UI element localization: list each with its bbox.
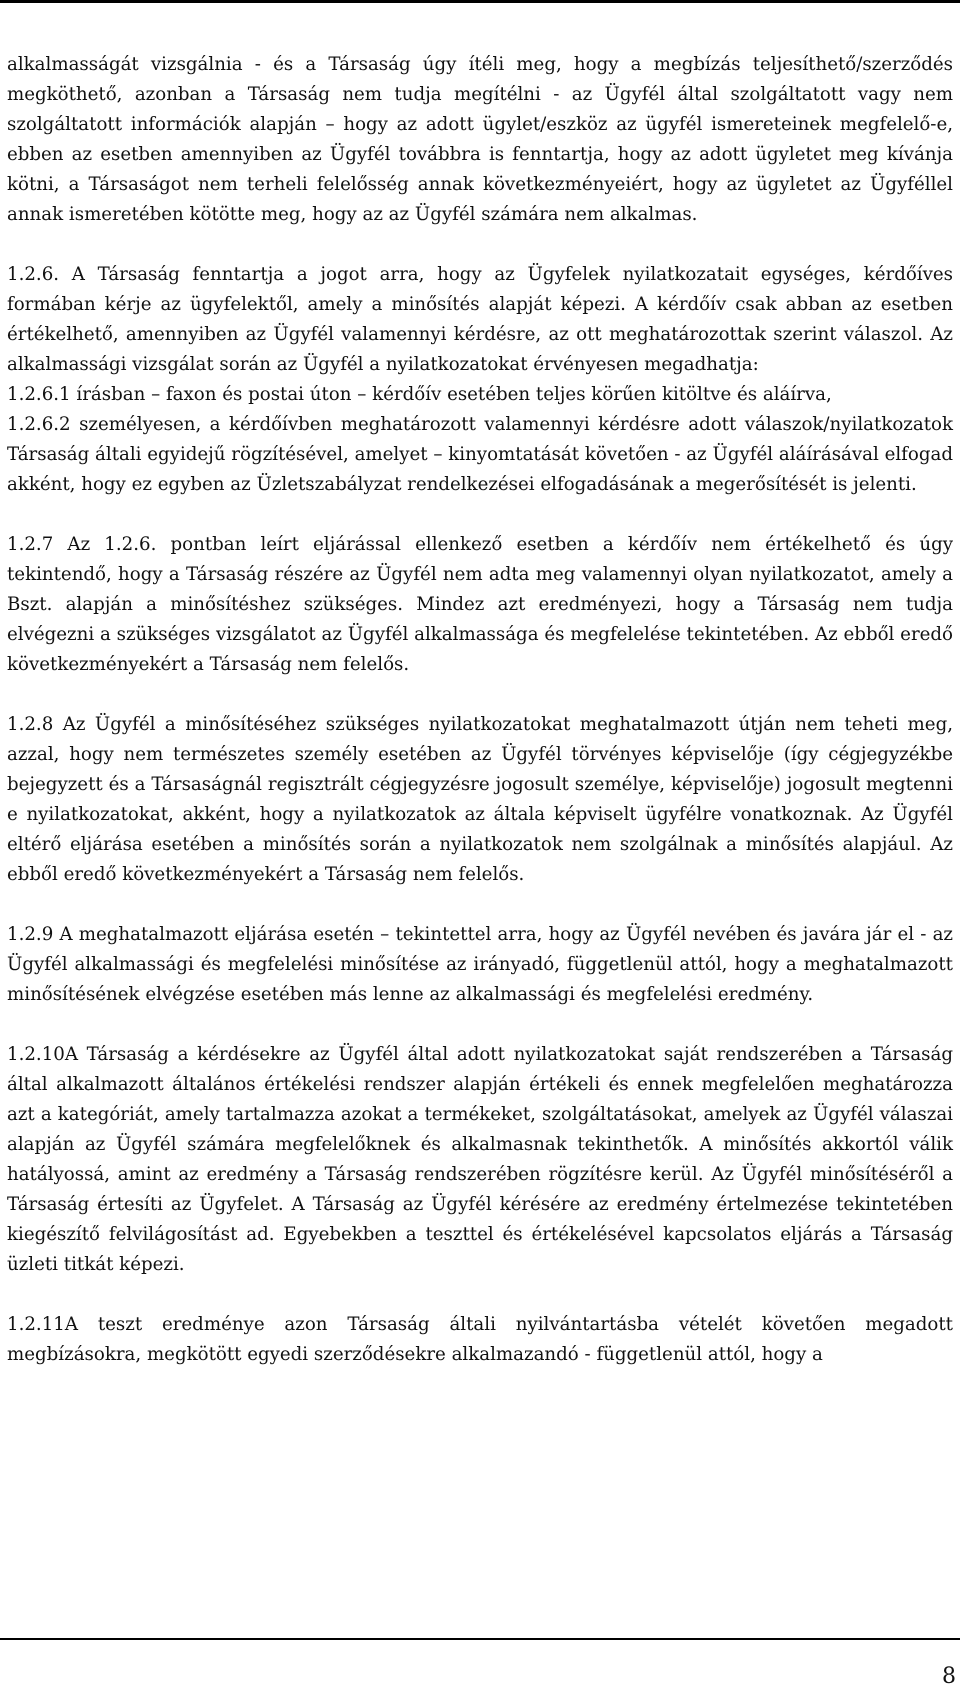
paragraph-1-2-10: 1.2.10A Társaság a kérdésekre az Ügyfél által adott nyilatkozatokat saját rendszerében a Társaság által alkalmazott általános értékelési rendszer alapján értékeli és ennek megfelelően meghatározza azt a kategóriát, amely tartalmazza azokat a termékeket, szolgáltatásokat, amelyek az Ügyfél válaszai alapján az Ügyfél számára megfelelőknek és alkalmasnak tekinthetők. A minősítés akkortól válik hatályossá, amint az eredmény a Társaság rendszerében rögzítésre kerül. Az Ügyfél minősítéséről a Társaság értesíti az Ügyfelet. A Társaság az Ügyfél kérésére az eredmény értelmezése tekintetében kiegészítő felvilágosítást ad. Egyebekben a teszttel és értékelésével kapcsolatos eljárás a Társaság üzleti titkát képezi. [7, 1044, 953, 1275]
paragraph-continuation: alkalmasságát vizsgálnia - és a Társaság úgy ítéli meg, hogy a megbízás teljesíthető/szerződés megköthető, azonban a Társaság nem tudja megítélni - az Ügyfél által szolgáltatott vagy nem szolgáltatott információk alapján – hogy az adott ügylet/eszköz az ügyfél ismereteinek megfelelő-e, ebben az esetben amennyiben az Ügyfél továbbra is fenntartja, hogy az adott ügyletet meg kívánja kötni, a Társaságot nem terheli felelősség annak következményeiért, hogy az ügyletet az Ügyféllel annak ismeretében kötötte meg, hogy az az Ügyfél számára nem alkalmas. [7, 54, 953, 225]
paragraph-1-2-7: 1.2.7 Az 1.2.6. pontban leírt eljárással ellenkező esetben a kérdőív nem értékelhető és úgy tekintendő, hogy a Társaság részére az Ügyfél nem adta meg valamennyi olyan nyilatkozatot, amely a Bszt. alapján a minősítéshez szükséges. Mindez azt eredményezi, hogy a Társaság nem tudja elvégezni a szükséges vizsgálatot az Ügyfél alkalmassága és megfelelése tekintetében. Az ebből eredő következményekért a Társaság nem felelős. [7, 534, 953, 675]
page-number: 8 [942, 1664, 956, 1689]
footer-rule [0, 1638, 960, 1640]
paragraph-1-2-11: 1.2.11A teszt eredménye azon Társaság általi nyilvántartásba vételét követően megadott megbízásokra, megkötött egyedi szerződésekre alkalmazandó - függetlenül attól, hogy a [7, 1314, 953, 1365]
header-rule [0, 0, 960, 3]
paragraph-1-2-8: 1.2.8 Az Ügyfél a minősítéséhez szükséges nyilatkozatokat meghatalmazott útján nem teheti meg, azzal, hogy nem természetes személy esetében az Ügyfél törvényes képviselője (így cégjegyzékbe bejegyzett és a Társaságnál regisztrált cégjegyzésre jogosult személye, képviselője) jogosult megtenni e nyilatkozatokat, akként, hogy a nyilatkozatok az általa képviselt ügyfélre vonatkoznak. Az Ügyfél eltérő eljárása esetében a minősítés során a nyilatkozatok nem szolgálnak a minősítés alapjául. Az ebből eredő következményekért a Társaság nem felelős. [7, 714, 953, 885]
page-footer [0, 1638, 960, 1689]
paragraph-1-2-6: 1.2.6. A Társaság fenntartja a jogot arra, hogy az Ügyfelek nyilatkozatait egységes, kérdőíves formában kérje az ügyfelektől, amely a minősítés alapját képezi. A kérdőív csak abban az esetben értékelhető, amennyiben az Ügyfél valamennyi kérdésre, az ott meghatározottak szerint válaszol. Az alkalmassági vizsgálat során az Ügyfél a nyilatkozatokat érvényesen megadhatja: [7, 264, 953, 375]
page-body [7, 50, 953, 1370]
paragraph-1-2-6-2: 1.2.6.2 személyesen, a kérdőívben meghatározott valamennyi kérdésre adott válaszok/nyilatkozatok Társaság általi egyidejű rögzítésével, amelyet – kinyomtatását követően - az Ügyfél aláírásával elfogad akként, hogy ez egyben az Üzletszabályzat rendelkezései elfogadásának a megerősítését is jelenti. [7, 414, 953, 495]
paragraph-1-2-9: 1.2.9 A meghatalmazott eljárása esetén – tekintettel arra, hogy az Ügyfél nevében és javára jár el - az Ügyfél alkalmassági és megfelelési minősítése az irányadó, függetlenül attól, hogy a meghatalmazott minősítésének elvégzése esetében más lenne az alkalmassági és megfelelési eredmény. [7, 924, 953, 1005]
paragraph-1-2-6-1: 1.2.6.1 írásban – faxon és postai úton – kérdőív esetében teljes körűen kitöltve és aláírva, [7, 384, 832, 405]
